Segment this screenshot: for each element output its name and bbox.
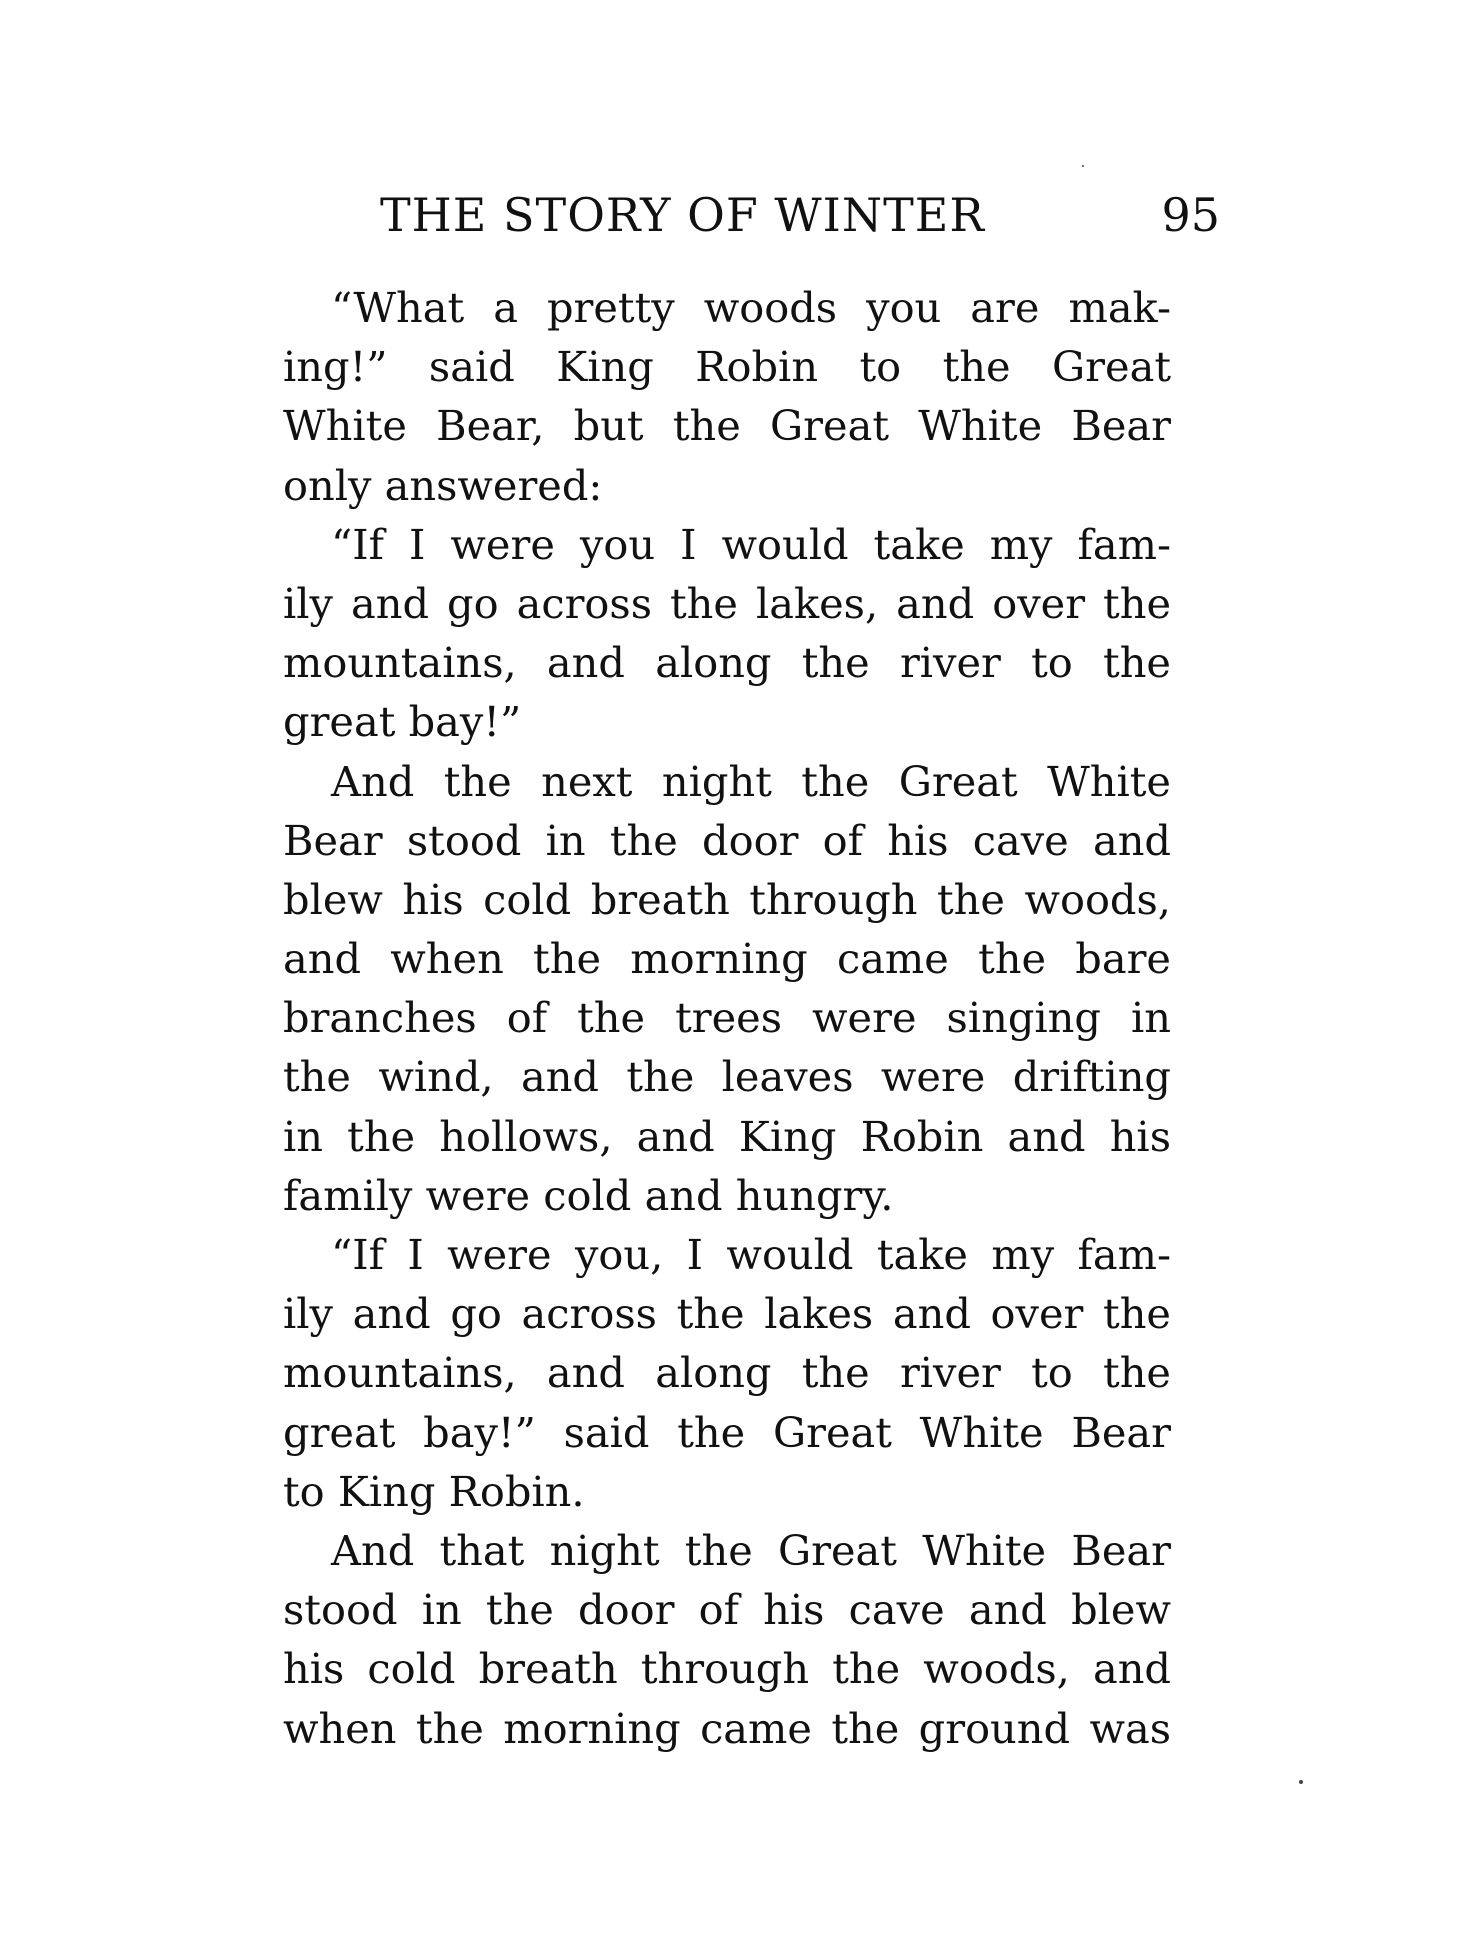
- running-head: [280, 180, 1220, 250]
- text-line: when the morning came the ground was: [283, 1703, 1171, 1753]
- text-line: branches of the trees were singing in: [283, 993, 1171, 1043]
- text-line: stood in the door of his cave and blew: [283, 1585, 1171, 1635]
- text-line: And that night the Great White Bear: [331, 1525, 1171, 1575]
- text-line: and when the morning came the bare: [283, 934, 1171, 984]
- text-line: ily and go across the lakes and over the: [283, 1289, 1171, 1339]
- text-line: mountains, and along the river to the: [283, 1348, 1171, 1398]
- text-line: White Bear, but the Great White Bear: [283, 401, 1171, 451]
- running-title: THE STORY OF WINTER: [380, 188, 985, 242]
- text-line: “What a pretty woods you are mak-: [331, 283, 1171, 332]
- text-line: great bay!”: [283, 697, 522, 747]
- text-line: his cold breath through the woods, and: [283, 1644, 1171, 1694]
- page-number: 95: [1161, 188, 1220, 242]
- text-line: “If I were you I would take my fam-: [331, 519, 1171, 569]
- text-line: mountains, and along the river to the: [283, 638, 1171, 688]
- text-line: great bay!” said the Great White Bear: [283, 1407, 1171, 1457]
- text-line: ing!” said King Robin to the Great: [283, 342, 1171, 392]
- text-line: to King Robin.: [283, 1466, 585, 1516]
- scan-speck: [1082, 165, 1084, 167]
- text-line: And the next night the Great White: [331, 756, 1171, 806]
- text-line: ily and go across the lakes, and over the: [283, 578, 1171, 628]
- scan-speck: [1299, 1780, 1303, 1784]
- text-line: the wind, and the leaves were drifting: [283, 1052, 1171, 1102]
- text-line: “If I were you, I would take my fam-: [331, 1230, 1171, 1279]
- text-line: family were cold and hungry.: [283, 1170, 894, 1220]
- text-line: Bear stood in the door of his cave and: [283, 815, 1171, 865]
- text-line: in the hollows, and King Robin and his: [283, 1111, 1171, 1161]
- body-text: [283, 278, 1171, 1758]
- text-line: blew his cold breath through the woods,: [283, 874, 1171, 924]
- text-line: only answered:: [283, 460, 603, 510]
